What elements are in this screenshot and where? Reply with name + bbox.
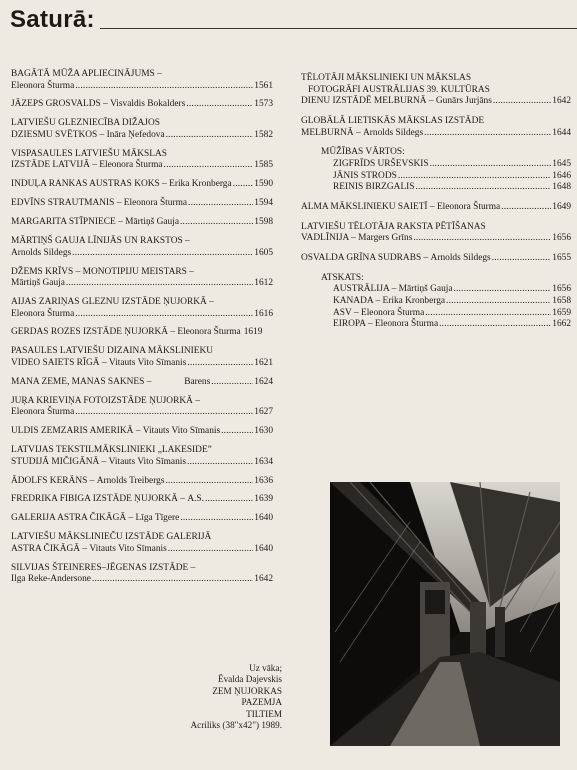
toc-entry — [11, 532, 273, 555]
toc-line — [301, 296, 571, 308]
toc-entry-title: MĀRTIŅŠ GAUJA LĪNIJĀS UN RAKSTOS – — [11, 236, 190, 247]
cover-caption-intro: Uz vāka; — [249, 663, 282, 673]
toc-entry — [11, 69, 273, 92]
toc-entry-author: Eleonora Šturma — [374, 319, 439, 330]
dot-leader — [75, 81, 253, 93]
dot-leader — [492, 253, 552, 265]
toc-entry-title: EDVĪNS STRAUTMANIS – — [11, 198, 124, 209]
toc-entry-title: ĀDOLFS KERÄNS – — [11, 475, 97, 486]
toc-page-number: 1582 — [254, 129, 273, 140]
toc-entry — [301, 116, 571, 139]
toc-line — [11, 407, 273, 419]
cover-artwork-image — [330, 482, 560, 746]
toc-entry-author: Eleonora Šturma — [99, 160, 163, 171]
toc-entry-title: Arnolds Sildegs — [11, 247, 72, 258]
toc-entry-title: GERDAS ROZES IZSTĀDE ŅUJORKĀ – — [11, 327, 178, 338]
toc-line — [11, 309, 273, 321]
toc-entry — [301, 222, 571, 245]
toc-entry-author: Gunārs Jurjāns — [435, 96, 492, 107]
toc-entry-title: JĀZEPS GROSVALDS – — [11, 99, 111, 110]
toc-entry-author: Eleonora Šturma — [436, 201, 501, 212]
toc-line — [301, 253, 571, 265]
dot-leader — [221, 426, 253, 438]
toc-line — [11, 99, 273, 111]
dot-leader — [92, 574, 253, 586]
toc-page-number: 1616 — [254, 308, 273, 319]
toc-page-number: 1619 — [243, 327, 263, 338]
toc-entry — [11, 396, 273, 419]
dot-leader — [446, 296, 551, 308]
toc-entry — [11, 327, 273, 339]
toc-line — [11, 149, 273, 161]
toc-entry-author: Eleonora Šturma — [177, 327, 241, 338]
toc-entry-author: Līga Tīgere — [135, 513, 180, 524]
toc-entry-title: ULDIS ZEMZARIS AMERIKĀ – — [11, 426, 143, 437]
toc-line — [11, 236, 273, 248]
toc-entry — [301, 202, 571, 214]
dot-leader — [166, 130, 254, 142]
dot-leader — [180, 217, 253, 229]
toc-entry — [301, 273, 571, 331]
toc-page-number: 1640 — [254, 513, 273, 524]
dot-leader — [501, 202, 551, 214]
toc-entry — [11, 377, 273, 389]
toc-right-column — [301, 73, 571, 331]
toc-entry-author: Visvaldis Bokalders — [110, 99, 186, 110]
toc-line — [11, 563, 273, 575]
toc-page-number: 1634 — [254, 456, 273, 467]
toc-line — [11, 457, 273, 469]
toc-entry — [11, 445, 273, 468]
toc-entry — [11, 217, 273, 229]
toc-entry-title: REINIS BIRZGALIS — [333, 182, 415, 193]
toc-entry — [11, 198, 273, 210]
cover-caption-medium: Acriliks (38"x42") 1989. — [190, 720, 282, 731]
toc-entry-author: Erika Kronberga — [382, 296, 446, 307]
toc-entry-author: Vitauts Vito Sīmanis — [142, 426, 221, 437]
toc-line — [11, 494, 273, 506]
toc-left-column — [11, 69, 273, 586]
toc-entry — [11, 149, 273, 172]
cover-caption-title-line: PAZEMJA — [241, 697, 282, 708]
toc-entry-author: Mārtiņš Gauja — [125, 217, 180, 228]
toc-line — [11, 476, 273, 488]
toc-page-number: 1648 — [552, 182, 571, 193]
toc-entry — [11, 426, 273, 438]
dot-leader — [211, 377, 253, 389]
toc-entry-title: GALERIJA ASTRA ČIKĀGĀ – — [11, 513, 136, 524]
toc-page-number: 1658 — [552, 296, 571, 307]
dot-leader — [188, 198, 253, 210]
toc-page-number: 1656 — [552, 284, 571, 295]
toc-line — [11, 358, 273, 370]
toc-entry-title: JUŖA KRIEVIŅA FOTOIZSTĀDE ŅUJORKĀ – — [11, 395, 200, 406]
toc-entry-title: IZSTĀDE LATVIJĀ – — [11, 160, 100, 171]
toc-entry-title: MANA ZEME, MANAS SAKNES – — [11, 376, 185, 387]
toc-page-number: 1598 — [254, 217, 273, 228]
toc-line — [11, 297, 273, 309]
toc-line — [11, 198, 273, 210]
toc-line — [11, 346, 273, 358]
toc-entry-author: Arnolds Sildegs — [362, 127, 424, 138]
toc-page-number: 1644 — [552, 127, 571, 138]
toc-entry-title: LATVIEŠU TĒLOTĀJA RAKSTA PĒTĪŠANAS — [301, 221, 486, 232]
dot-leader — [66, 278, 253, 290]
toc-page-number: 1590 — [254, 179, 273, 190]
toc-line — [11, 574, 273, 586]
toc-entry-title: ASV – — [333, 307, 361, 318]
toc-section-heading: ATSKATS: — [321, 272, 364, 283]
toc-line — [11, 327, 273, 339]
toc-entry-title: LATVIEŠU GLEZNIECĪBA DIŽAJOS — [11, 118, 160, 129]
toc-entry-title: VIDEO SAIETS RĪGĀ – — [11, 357, 109, 368]
cover-caption — [176, 663, 282, 731]
toc-line — [11, 544, 273, 556]
toc-page-number: 1605 — [254, 247, 273, 258]
dot-leader — [439, 319, 551, 331]
toc-line — [301, 85, 571, 97]
toc-entry-title: SILVIJAS ŠTEINERES–JĒGENAS IZSTĀDE – — [11, 562, 196, 573]
dot-leader — [416, 182, 552, 194]
cover-caption-title-line: TILTIEM — [246, 708, 282, 719]
toc-page-number: 1659 — [552, 307, 571, 318]
toc-entry-author: Arnolds Treibergs — [96, 475, 165, 486]
dot-leader — [168, 544, 253, 556]
toc-line — [301, 128, 571, 140]
toc-line — [11, 81, 273, 93]
dot-leader — [180, 513, 253, 525]
toc-entry-title: ZIGFRĪDS URŠEVSKIS — [333, 158, 429, 169]
toc-entry-title: ASTRA ČIKĀGĀ – — [11, 543, 90, 554]
toc-entry-title: PASAULES LATVIEŠU DIZAINA MĀKSLINIEKU — [11, 346, 213, 357]
toc-page-number: 1645 — [552, 158, 571, 169]
toc-line — [11, 217, 273, 229]
toc-page-number: 1621 — [254, 357, 273, 368]
toc-entry — [11, 267, 273, 290]
toc-entry — [11, 494, 273, 506]
toc-entry — [11, 563, 273, 586]
toc-entry-author: Vitauts Vito Sīmanis — [108, 456, 187, 467]
toc-entry-title: LATVIEŠU MĀKSLINIEČU IZSTĀDE GALERIJĀ — [11, 532, 212, 543]
toc-line — [11, 377, 273, 389]
toc-line — [301, 202, 571, 214]
dot-leader — [187, 457, 253, 469]
toc-entry-title: FOTOGRĀFI AUSTRĀLIJAS 39. KULTŪRAS — [301, 84, 490, 95]
toc-entry-title: OSVALDA GRĪNA SUDRABS – — [301, 253, 431, 264]
toc-entry-title: TĒLOTĀJI MĀKSLINIEKI UN MĀKSLAS — [301, 73, 472, 83]
toc-entry — [301, 147, 571, 193]
toc-page-number: 1630 — [254, 426, 273, 437]
dot-leader — [425, 308, 551, 320]
toc-entry-title: DŽEMS KRĪVS – MONOTIPIJU MEISTARS – — [11, 266, 194, 277]
toc-entry-title: MELBURNĀ – — [301, 127, 363, 138]
toc-entry — [11, 297, 273, 320]
toc-entry-author: Barens — [184, 376, 211, 387]
toc-line — [11, 160, 273, 172]
toc-line — [301, 222, 571, 234]
toc-entry-title: BAGĀTĀ MŪŽA APLIECINĀJUMS – — [11, 69, 162, 79]
toc-entry-title: Eleonora Šturma — [11, 80, 75, 91]
toc-line — [301, 73, 571, 85]
toc-line — [11, 445, 273, 457]
toc-page-number: 1624 — [254, 376, 273, 387]
toc-page-number: 1594 — [254, 198, 273, 209]
toc-page-number: 1649 — [552, 201, 571, 212]
dot-leader — [75, 309, 253, 321]
dot-leader — [72, 248, 253, 260]
toc-entry — [11, 236, 273, 259]
toc-entry-title: VISPASAULES LATVIEŠU MĀKSLAS — [11, 148, 167, 159]
toc-page-number: 1662 — [552, 319, 571, 330]
toc-line — [11, 248, 273, 260]
cover-caption-artist: Ēvalda Dajevskis — [217, 674, 282, 685]
toc-entry — [11, 346, 273, 369]
toc-line — [301, 233, 571, 245]
dot-leader — [186, 99, 253, 111]
toc-entry-title: AUSTRĀLIJA – — [333, 284, 399, 295]
toc-line — [11, 267, 273, 279]
toc-page-number: 1627 — [254, 407, 273, 418]
toc-entry-author: Ināra Ņefedova — [106, 129, 165, 140]
toc-entry-author: Eleonora Šturma — [123, 198, 188, 209]
dot-leader — [430, 159, 552, 171]
toc-line — [11, 532, 273, 544]
toc-page-number: 1639 — [254, 494, 273, 505]
cover-caption-title-line: ZEM ŅUJORKAS — [212, 685, 282, 696]
toc-line — [301, 159, 571, 171]
dot-leader — [454, 284, 552, 296]
toc-entry-title: VADLĪNIJA – — [301, 233, 359, 244]
toc-line — [301, 308, 571, 320]
toc-page-number: 1573 — [254, 99, 273, 110]
dot-leader — [493, 96, 551, 108]
toc-line — [301, 319, 571, 331]
toc-entry-title: FREDRIKA FIBIGA IZSTĀDE ŅUJORKĀ – — [11, 494, 188, 505]
toc-entry-title: EIROPA – — [333, 319, 375, 330]
toc-line — [301, 171, 571, 183]
toc-entry — [11, 179, 273, 191]
dot-leader — [205, 494, 253, 506]
toc-entry-author: A.S. — [187, 494, 204, 505]
toc-entry-title: Eleonora Šturma — [11, 308, 75, 319]
toc-entry-title: LATVIJAS TEKSTILMĀKSLINIEKI „LAKESIDE” — [11, 445, 212, 456]
toc-page-number: 1642 — [552, 96, 571, 107]
dot-leader — [75, 407, 253, 419]
toc-entry-title: STUDIJĀ MIČIGĀNĀ – — [11, 456, 109, 467]
toc-line — [301, 116, 571, 128]
toc-line — [11, 130, 273, 142]
toc-line — [301, 284, 571, 296]
toc-line — [301, 182, 571, 194]
toc-entry-author: Margers Grīns — [358, 233, 413, 244]
toc-entry-title: AIJAS ZARIŅAS GLEZNU IZSTĀDE ŅUJORKĀ – — [11, 296, 214, 307]
dot-leader — [164, 160, 254, 172]
toc-page-number: 1656 — [552, 233, 571, 244]
toc-line — [301, 96, 571, 108]
toc-entry — [11, 513, 273, 525]
toc-line — [11, 513, 273, 525]
toc-line — [11, 118, 273, 130]
toc-line — [11, 69, 273, 81]
toc-line — [11, 426, 273, 438]
toc-entry-title: INDUĻA RANKAS AUSTRAS KOKS – — [11, 179, 170, 190]
toc-entry — [11, 476, 273, 488]
toc-page-number: 1646 — [552, 170, 571, 181]
dot-leader — [187, 358, 253, 370]
toc-page-number: 1612 — [254, 278, 273, 289]
dot-leader — [413, 233, 551, 245]
toc-entry-author: Vitauts Vito Sīmanis — [89, 543, 167, 554]
toc-entry-title: DZIESMU SVĒTKOS – — [11, 129, 107, 140]
dot-leader — [166, 476, 254, 488]
toc-line — [11, 396, 273, 408]
title-rule — [100, 28, 577, 29]
toc-entry-title: ALMA MĀKSLINIEKU SAIETĪ – — [301, 201, 437, 212]
toc-entry-author: Vitauts Vito Sīmanis — [108, 357, 187, 368]
toc-entry-author: Eleonora Šturma — [360, 307, 425, 318]
toc-line — [11, 278, 273, 290]
toc-entry-author: Arnolds Sildegs — [430, 253, 491, 264]
toc-page-number: 1642 — [254, 574, 273, 585]
dot-leader — [398, 171, 551, 183]
toc-entry — [301, 253, 571, 265]
page-title: Saturā: — [10, 6, 95, 33]
dot-leader — [233, 179, 254, 191]
toc-entry-title: KANADA – — [333, 296, 383, 307]
toc-page-number: 1636 — [254, 475, 273, 486]
toc-entry — [301, 73, 571, 108]
toc-section-heading: MŪŽĪBAS VĀRTOS: — [321, 147, 405, 158]
toc-entry-title: Mārtiņš Gauja — [11, 278, 65, 289]
toc-entry — [11, 99, 273, 111]
toc-entry — [11, 118, 273, 141]
toc-entry-title: DIENU IZSTĀDĒ MELBURNĀ – — [301, 96, 436, 107]
toc-entry-title: GLOBĀLĀ LIETISKĀS MĀKSLAS IZSTĀDE — [301, 115, 485, 126]
toc-page-number: 1640 — [254, 543, 273, 554]
toc-line — [11, 179, 273, 191]
toc-page-number: 1655 — [552, 253, 571, 264]
toc-entry-title: Eleonora Šturma — [11, 407, 75, 418]
toc-entry-title: MARGARITA STĪPNIECE – — [11, 217, 126, 228]
toc-entry-author: Mārtiņš Gauja — [398, 284, 453, 295]
bridge-underpass-illustration — [330, 482, 560, 746]
toc-entry-author: Erika Kronberga — [169, 179, 232, 190]
toc-entry-title: JĀNIS STRODS — [333, 170, 397, 181]
toc-page-number: 1561 — [254, 80, 273, 91]
toc-entry-title: Ilga Reke-Andersone — [11, 574, 91, 585]
toc-page-number: 1585 — [254, 160, 273, 171]
dot-leader — [424, 128, 551, 140]
